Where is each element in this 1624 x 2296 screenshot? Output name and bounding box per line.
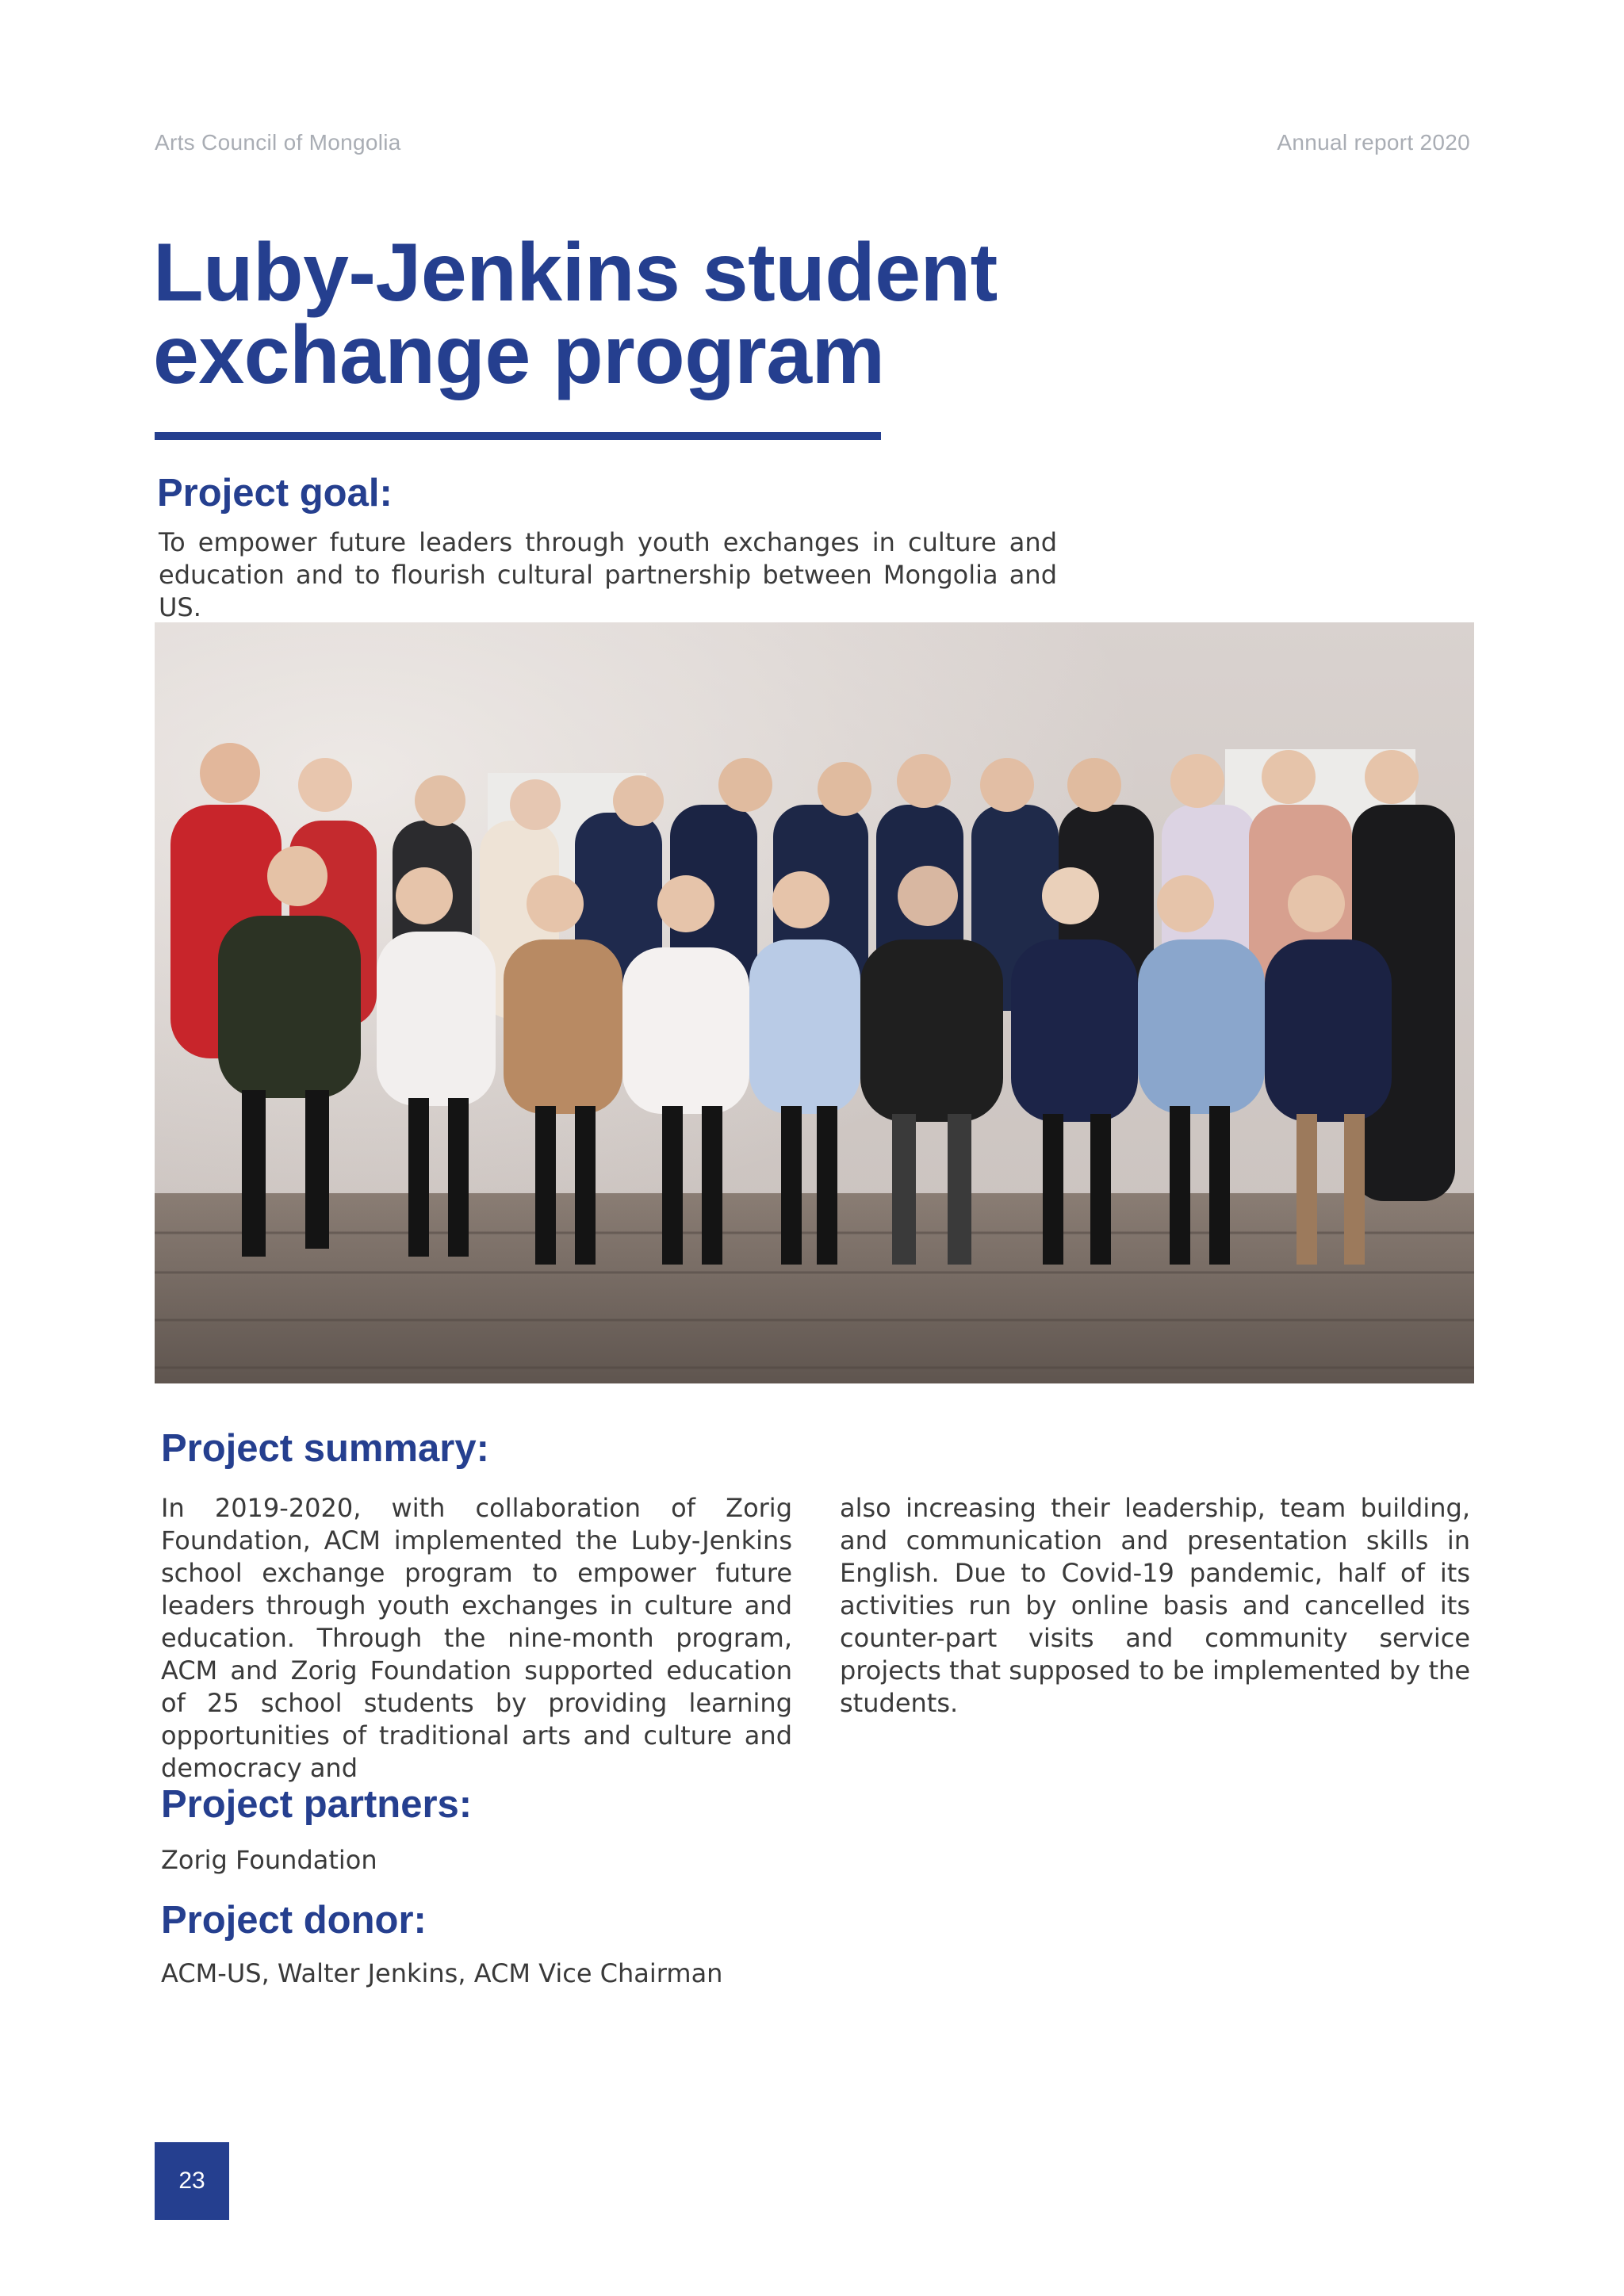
partners-text: Zorig Foundation	[161, 1845, 377, 1875]
donor-heading: Project donor:	[161, 1899, 427, 1942]
goal-heading: Project goal:	[157, 472, 393, 515]
group-photo-illustration	[155, 622, 1474, 1383]
page-number: 23	[155, 2142, 229, 2220]
summary-heading: Project summary:	[161, 1427, 489, 1470]
title-underline	[155, 432, 881, 440]
header-report-title: Annual report 2020	[1277, 130, 1470, 155]
group-photo	[155, 622, 1474, 1383]
summary-column-2: also increasing their leadership, team building, and communication and presentation skills in English. Due to Covid-19 pandemic, half of its activities run by online basis and cancelled its counter-part visits and community service projects that supposed to be implemented by the students.	[840, 1493, 1470, 1718]
summary-column-1: In 2019-2020, with collaboration of Zorig Foundation, ACM implemented the Luby-Jenkins school exchange program to empower future leaders through youth exchanges in culture and education. Through the nine-month program, ACM and Zorig Foundation supported education of 25 school students by providing learning opportunities of traditional arts and culture and democracy and	[161, 1493, 792, 1783]
page-title: Luby-Jenkins student exchange program	[153, 227, 998, 401]
header-organization: Arts Council of Mongolia	[155, 130, 401, 155]
donor-text: ACM-US, Walter Jenkins, ACM Vice Chairman	[161, 1958, 723, 1988]
partners-heading: Project partners:	[161, 1783, 473, 1826]
goal-text: To empower future leaders through youth exchanges in culture and education and to flourish cultural partnership between Mongolia and US.	[159, 527, 1057, 622]
